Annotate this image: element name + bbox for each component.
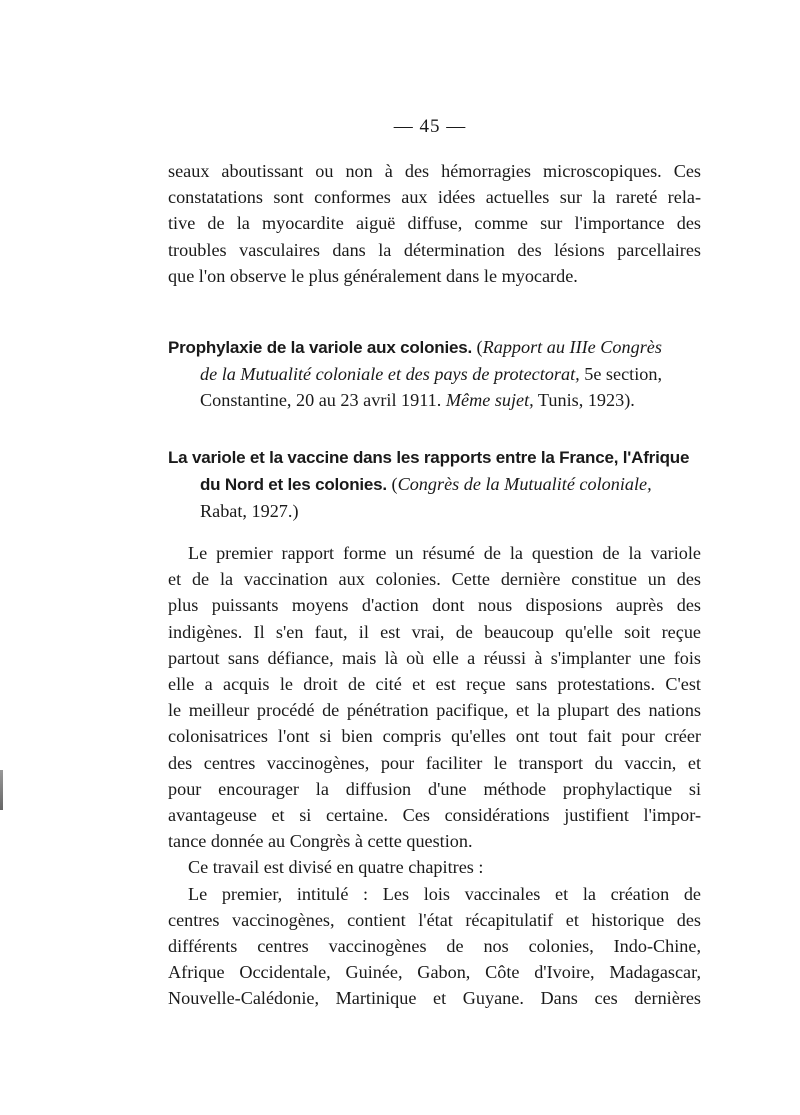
text-line: Le premier, intitulé : Les lois vaccinales et la création de [188,883,701,904]
entry-title: du Nord et les colonies. [200,475,387,495]
scan-edge-mark [0,770,3,810]
text-line: plus puissants moyens d'action dont nous disposions auprès des [168,595,701,616]
text-line: et de la vaccination aux colonies. Cette dernière constitue un des [168,569,701,590]
entry-reference: Congrès de la Mutualité coloniale, [397,474,652,495]
text-line: Nouvelle-Calédonie, Martinique et Guyane. Dans ces dernières [168,988,701,1009]
text-line: Ce travail est divisé en quatre chapitres : [188,857,484,878]
paragraph-top [168,158,701,289]
entry-title: Prophylaxie de la variole aux colonies. [168,338,472,357]
text-line: indigènes. Il s'en faut, il est vrai, de beaucoup qu'elle soit reçue [168,621,701,642]
bibliography-entry-1: Prophylaxie de la variole aux colonies. (Rapport au IIIe Congrès de la Mutualité coloniale et des pays de protectorat, 5e section, Constantine, 20 au 23 avril 1911. Même sujet, Tunis, 1923). [168,337,662,411]
text-line: tive de la myocardite aiguë diffuse, comme sur l'importance des [168,213,701,234]
text-line: centres vaccinogènes, contient l'état récapitulatif et historique des [168,909,701,930]
entry-title: La variole et la vaccine dans les rapports entre la France, l'Afrique [168,448,690,467]
text-line: elle a acquis le droit de cité et est reçue sans protestations. C'est [168,674,701,695]
entry-reference: de la Mutualité coloniale et des pays de protectorat, [200,364,580,385]
text-line: troubles vasculaires dans la détermination des lésions parcellaires [168,239,701,260]
text-line: Le premier rapport forme un résumé de la question de la variole [188,543,701,563]
text-line: pour encourager la diffusion d'une méthode prophylactique si [168,778,701,799]
text-line: partout sans défiance, mais là où elle a réussi à s'implanter une fois [168,647,701,668]
paragraph-main [168,540,701,1012]
text-line: que l'on observe le plus généralement dans le myocarde. [168,265,578,286]
page-number: — 45 — [393,116,467,137]
text-line: avantageuse et si certaine. Ces considérations justifient l'impor- [168,805,701,826]
text-line: constatations sont conformes aux idées actuelles sur la rareté rela- [168,187,701,208]
text-line: Afrique Occidentale, Guinée, Gabon, Côte d'Ivoire, Madagascar, [168,962,701,983]
text-line: colonisatrices l'ont si bien compris qu'elles ont tout fait pour créer [168,726,701,747]
entry-reference: Rapport au IIIe Congrès [482,337,662,357]
text-line: différents centres vaccinogènes de nos colonies, Indo-Chine, [168,936,701,957]
bibliography-entry-2: La variole et la vaccine dans les rapports entre la France, l'Afrique du Nord et les colonies. (Congrès de la Mutualité coloniale, Rabat, 1927.) [168,448,690,522]
text-line: tance donnée au Congrès à cette question. [168,831,473,852]
text-line: des centres vaccinogènes, pour faciliter le transport du vaccin, et [168,752,701,773]
text-line: le meilleur procédé de pénétration pacifique, et la plupart des nations [168,700,701,721]
text-line: seaux aboutissant ou non à des hémorragies microscopiques. Ces [168,161,701,181]
